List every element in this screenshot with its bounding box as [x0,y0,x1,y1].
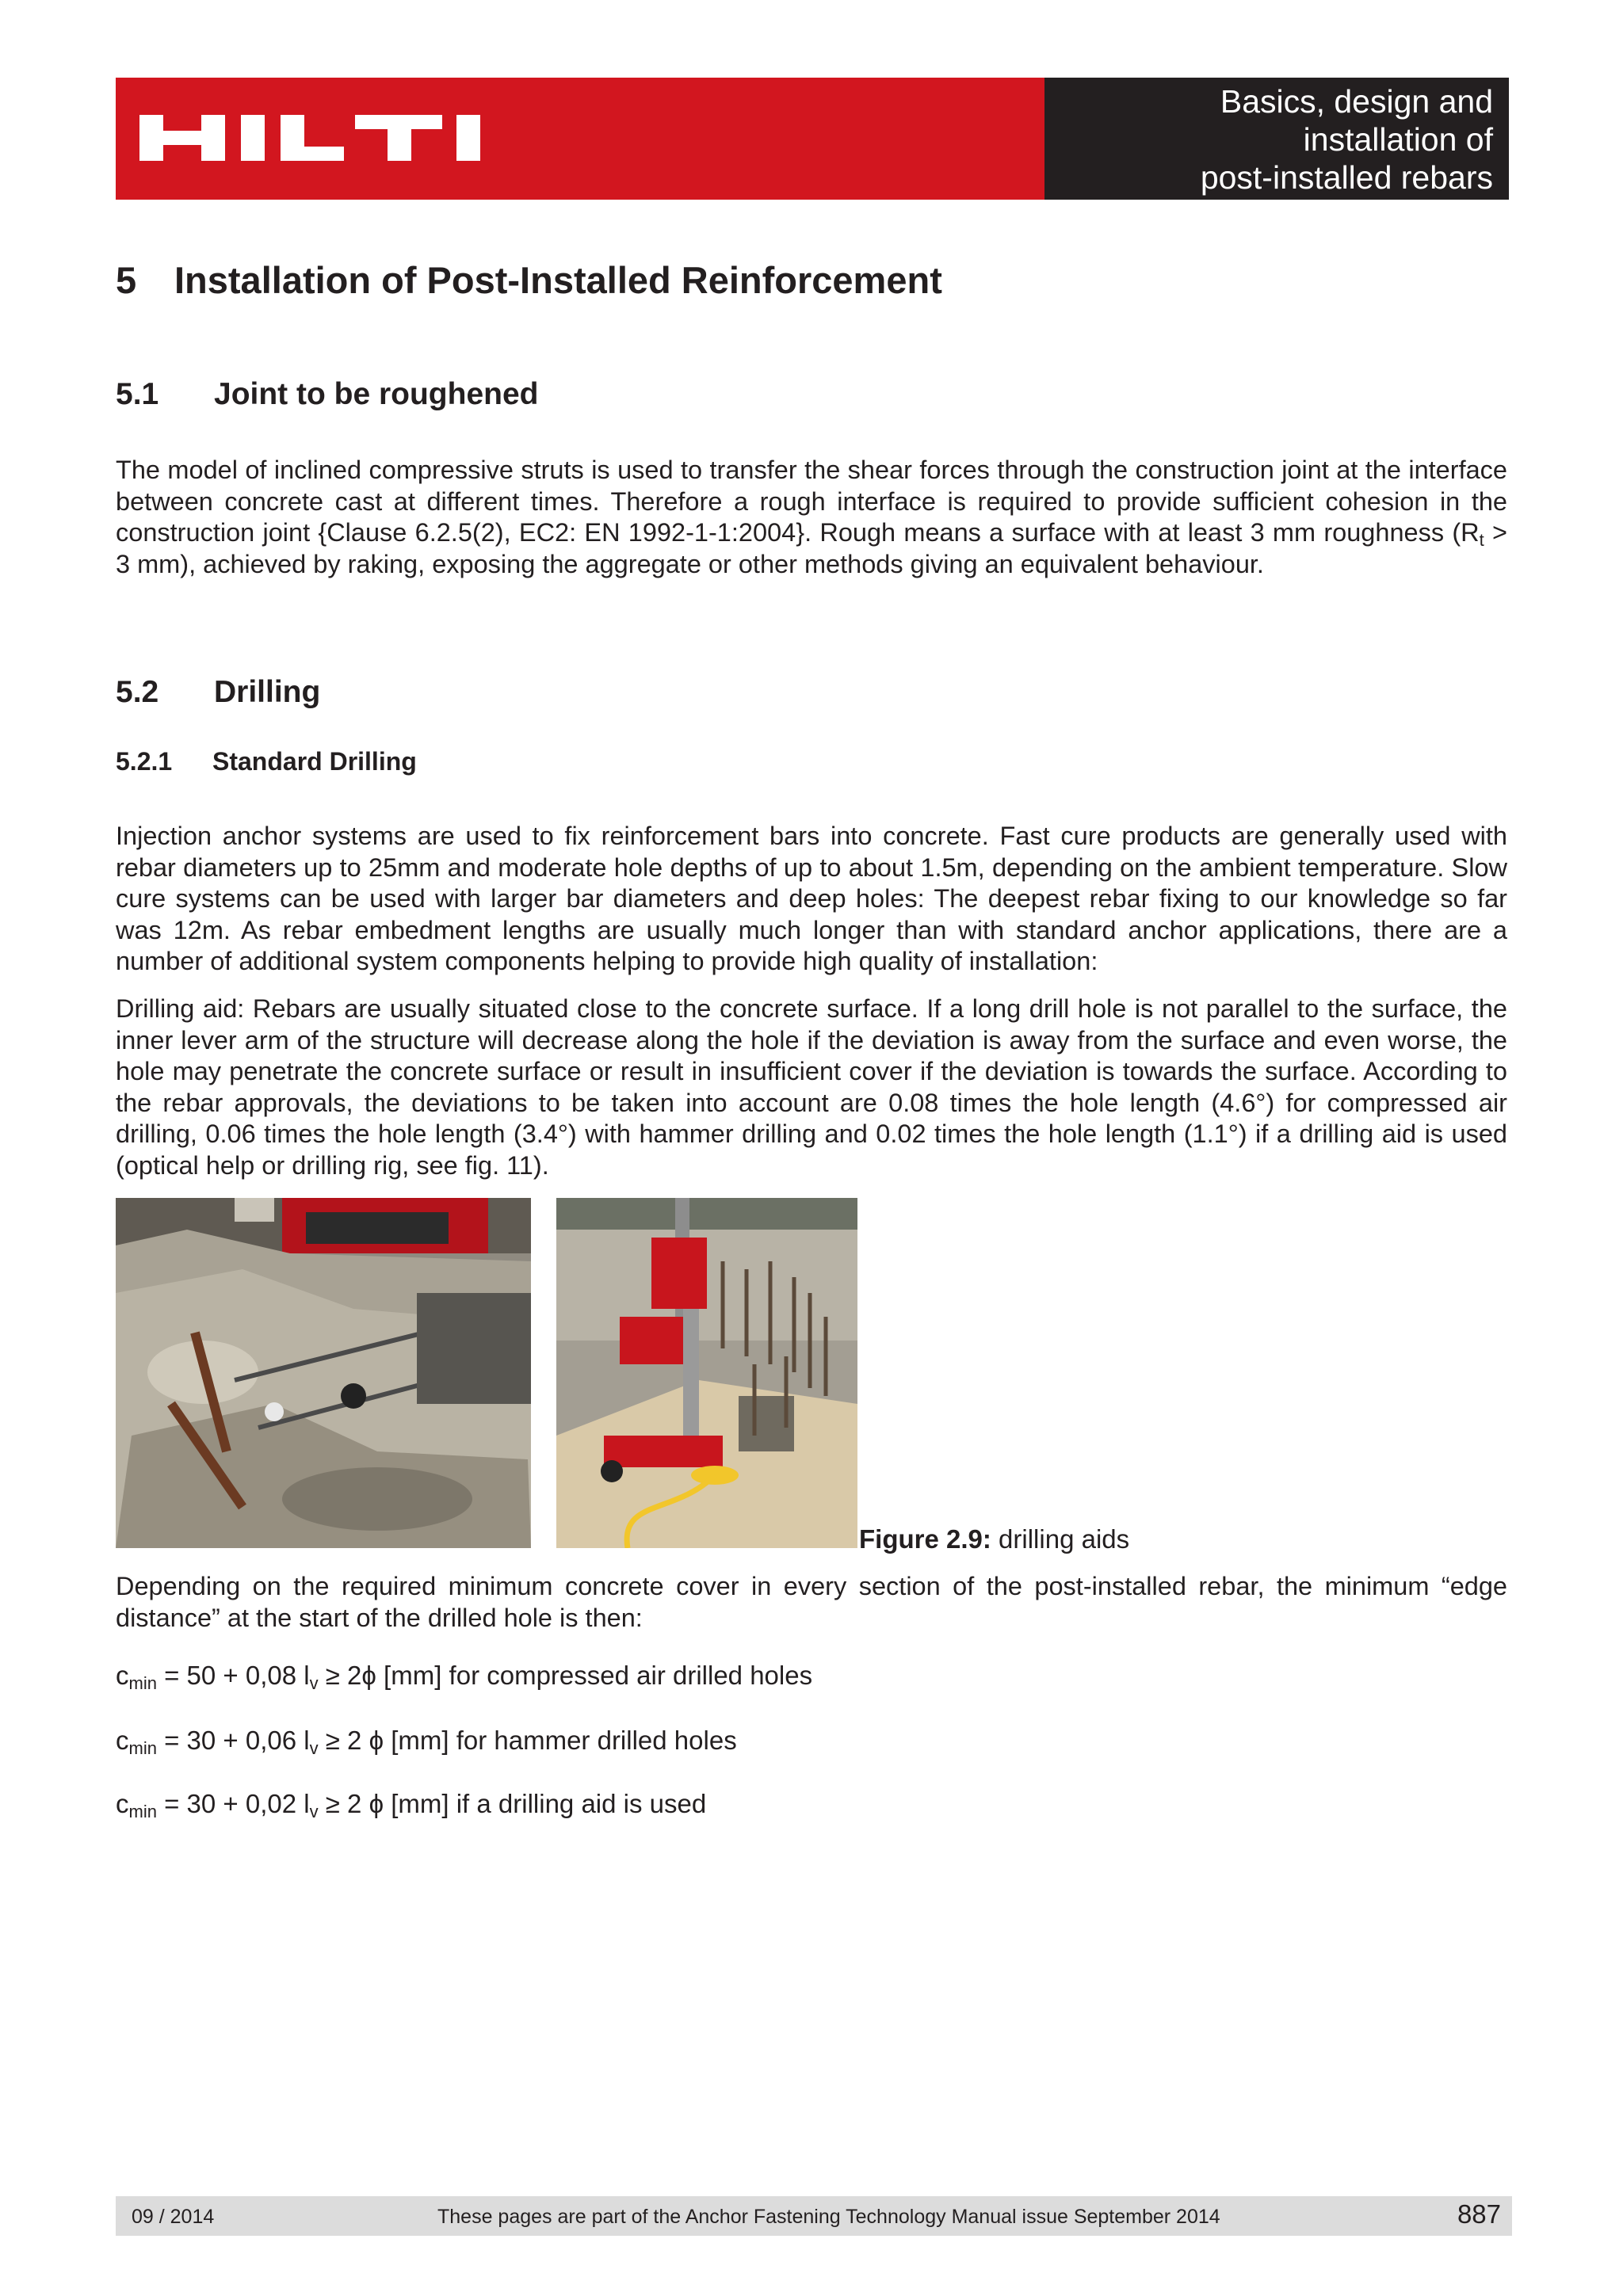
eq-subscript: v [309,1802,319,1821]
eq-subscript: min [128,1673,157,1693]
subsection-heading-5-2 [116,675,320,710]
topic-line: installation of [1303,121,1493,158]
header-banner [116,78,1509,200]
eq-term: ≥ 2 ϕ [mm] for hammer drilled holes [318,1726,737,1755]
drilling-rig-photo [556,1198,857,1548]
subsubsection-title: Standard Drilling [212,747,417,776]
eq-subscript: v [309,1673,319,1693]
eq-symbol: c [116,1789,129,1818]
figure-label: Figure 2.9: [859,1524,991,1554]
subsubsection-number: 5.2.1 [116,747,173,776]
eq-term: = 30 + 0,02 l [156,1789,310,1818]
figure-text: drilling aids [991,1524,1130,1554]
eq-term: ≥ 2ϕ [mm] for compressed air drilled holes [318,1661,813,1690]
paragraph-standard-drilling: Injection anchor systems are used to fix reinforcement bars into concrete. Fast cure products are generally used with rebar diameters up to 25mm and moderate hole depths of up to about 1.5m, depending on the ambient temperature. Slow cure systems can be used with larger bar diameters and deep holes: The deepest rebar fixing to our knowledge so far was 12m. As rebar embedment lengths are usually much longer than with standard anchor applications, there are a number of additional system components helping to provide high quality of installation: [116,822,1507,975]
page-number: 887 [1457,2199,1501,2229]
paragraph-drilling-aid: Drilling aid: Rebars are usually situated close to the concrete surface. If a long drill hole is not parallel to the surface, the inner lever arm of the structure will decrease along the hole if the deviation is away from the surface and even worse, the hole may penetrate the concrete surface or result in insufficient cover if the deviation is towards the surface. According to the rebar approvals, the deviations to be taken into account are 0.08 times the hole length (4.6°) for compressed air drilling, 0.06 times the hole length (3.4°) with hammer drilling and 0.02 times the hole length (1.1°) if a drilling aid is used (optical help or drilling rig, see fig. 11). [116,994,1507,1180]
equation-compressed-air [116,1661,812,1691]
hilti-logo [139,115,496,161]
section-heading [116,258,942,302]
topic-line: Basics, design and [1220,83,1493,120]
photo-drilling-aid-right [556,1198,857,1548]
text-run: The model of inclined compressive struts is used to transfer the shear forces through the construction joint at the interface between concrete cast at different times. Therefore a rough interface is required to provide sufficient cohesion in the construction joint {Clause 6.2.5(2), EC2: EN 1992-1-1:2004}. Rough means a surface with at least 3 mm roughness (R [116,456,1507,547]
page-footer [116,2196,1512,2236]
concrete-drilling-photo [116,1198,531,1548]
eq-symbol: c [116,1726,129,1755]
eq-term: ≥ 2 ϕ [mm] if a drilling aid is used [318,1789,707,1818]
equation-hammer-drilled [116,1726,737,1756]
eq-subscript: v [309,1738,319,1758]
footer-date: 09 / 2014 [132,2206,215,2228]
text-run: > 3 mm), achieved by raking, exposing the aggregate or other methods giving an equivalent behaviour. [116,518,1507,578]
eq-subscript: min [128,1738,157,1758]
paragraph-edge-distance: Depending on the required minimum concrete cover in every section of the post-installed rebar, the minimum “edge distance” at the start of the drilled hole is then: [116,1572,1507,1632]
subsubsection-heading-5-2-1 [116,747,417,776]
section-title: Installation of Post-Installed Reinforcement [174,259,942,301]
paragraph-roughened-joint [116,455,1507,580]
footer-note: These pages are part of the Anchor Fastening Technology Manual issue September 2014 [437,2206,1220,2228]
subsection-number: 5.1 [116,377,159,411]
brand-panel [116,78,1044,200]
subsection-number: 5.2 [116,675,159,709]
subscript: t [1479,530,1484,550]
eq-symbol: c [116,1661,129,1690]
topic-line: post-installed rebars [1200,159,1493,196]
photo-drilling-aid-left [116,1198,531,1548]
equation-drilling-aid [116,1789,706,1819]
eq-term: = 30 + 0,06 l [156,1726,310,1755]
topic-panel [1044,78,1509,200]
eq-term: = 50 + 0,08 l [156,1661,310,1690]
figure-caption [859,1524,1129,1554]
subsection-title: Joint to be roughened [214,377,539,411]
subsection-heading-5-1 [116,377,538,412]
subsection-title: Drilling [214,675,321,709]
topic-title [1201,82,1493,196]
eq-subscript: min [128,1802,157,1821]
section-number: 5 [116,259,137,301]
